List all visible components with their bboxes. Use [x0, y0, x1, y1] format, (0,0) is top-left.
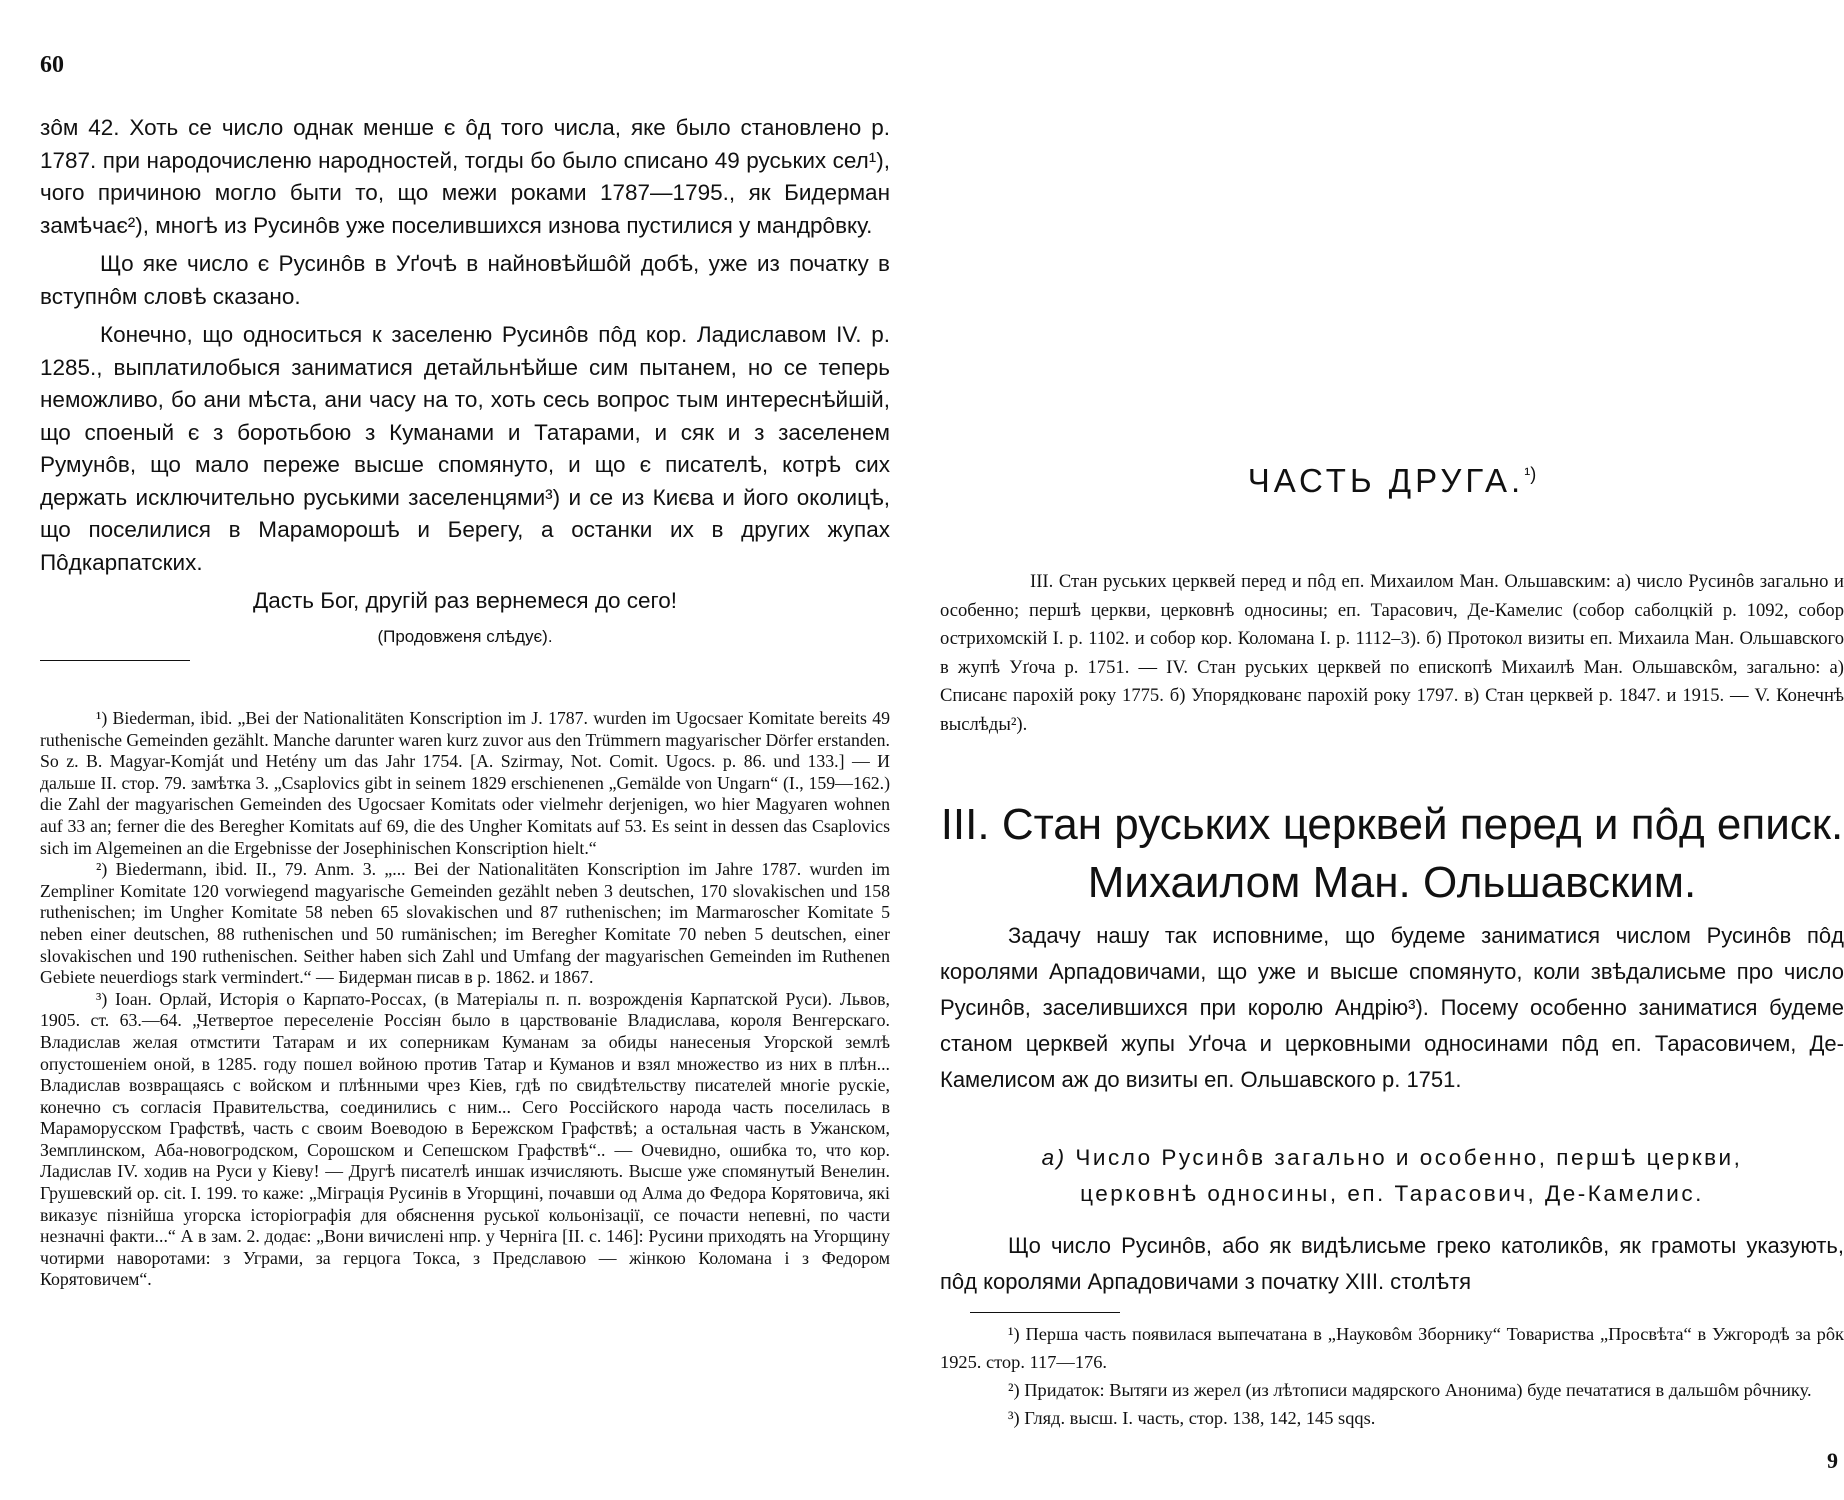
left-paragraph-3: Конечно, що односиться к заселеню Русинôв пôд кор. Ладиславом IV. р. 1285., выплатилобыся заниматися детайльнѣйше сим пытанем, но се теперь неможливо, бо ани мѣста, ани часу на то, хоть сесь вопрос тым интереснѣйшій, що споеный є з боротьбою з Куманами и Татарами, и сяк и з заселенем Румунôв, що мало переже высше спомянуто, и що є писателѣ, котрѣ сих держать исключительно руськими заселенцями³) и се из Києва и його околицѣ, що поселилися в Мараморошѣ и Берегу, а останки их в других жупах Пôдкарпатских. [40, 322, 890, 575]
left-body-text [40, 112, 890, 671]
intro-text [940, 918, 1844, 1098]
section-heading-line-1: III. Стан руських церквей перед и пôд еписк. [940, 800, 1844, 849]
right-page [940, 0, 1844, 1500]
sub-heading [940, 1140, 1844, 1212]
section-heading [940, 796, 1844, 912]
footnote-right-1: ¹) Перша часть появилася выпечатана в „Науковôм Зборнику“ Товариства „Просвѣта“ в Ужгородѣ за рôк 1925. стор. 117—176. [940, 1324, 1844, 1372]
footnote-right-3: ³) Гляд. высш. І. часть, стор. 138, 142, 145 sqqs. [1008, 1408, 1376, 1428]
sub-heading-line-1: Число Русинôв загально и особенно, першѣ церкви, [1075, 1145, 1743, 1170]
intro-paragraph: Задачу нашу так исповниме, що будеме заниматися числом Русинôв пôд королями Арпадовичами, що уже и высше спомянуто, коли звѣдалисьме про число Русинôв, заселившихся при королю Андрію³). Посему особенно заниматися будеме станом церквей жупы Уґоча и церковными односинами пôд еп. Тарасовичем, Де-Камелисом аж до визиты еп. Ольшавского р. 1751. [940, 923, 1844, 1092]
left-paragraph-1: зôм 42. Хоть се число однак менше є ôд того числа, яке было становлено р. 1787. при народочисленю народностей, тогды бо было списано 49 руських сел¹), чого причиною могло быти то, що межи роками 1787—1795., як Бидерман замѣчає²), многѣ из Русинôв уже поселившихся изнова пустилися у мандрôвку. [40, 115, 890, 238]
footnote-divider-left [40, 660, 190, 661]
part-title-text: ЧАСТЬ ДРУГА. [1247, 462, 1525, 499]
footnote-right-2: ²) Придаток: Вытяги из жерел (из лѣтописи мадярского Анонима) буде печататися в дальшôм рôчнику. [1008, 1380, 1812, 1400]
page-number-left: 60 [40, 52, 64, 78]
right-footnotes [940, 1320, 1844, 1432]
part-title [940, 462, 1844, 500]
contents-summary: III. Стан руських церквей перед и пôд еп. Михаилом Ман. Ольшавским: а) число Русинôв загально и особенно; першѣ церкви, церковнѣ односины; еп. Тарасович, Де-Камелис (собор саболцкій р. 1092, собор острихомскій І. р. 1102. и собор кор. Коломана І. р. 1112–3). б) Протокол визиты еп. Михаила Ман. Ольшавского в жупѣ Уґоча р. 1751. — IV. Стан руських церквей по епископѣ Михаилѣ Ман. Ольшавскôм, загально: а) Списанє парохій року 1775. б) Упорядкованє парохій року 1797. в) Стан церквей р. 1847. и 1915. — V. Конечнѣ выслѣды²). [940, 571, 1844, 735]
left-footnotes [40, 708, 890, 1291]
part-title-note: ¹) [1524, 464, 1537, 484]
footnote-left-2: ²) Biedermann, ibid. II., 79. Anm. 3. „... Bei der Nationalitäten Konscription im Jahre 1787. wurden im Zempliner Komitate 120 vorwiegend magyarische Gemeinden gezählt neben 3 deutschen, 170 slovakischen und 158 ruthenischen; im Ungher Komitate 58 neben 65 slovakischen und 87 ruthenischen; im Marmaroscher Komitate 5 neben einer deutschen, 88 ruthenischen und 50 rumänischen; im Beregher Komitate 70 neben 5 deutschen, einer slovakischen und 190 ruthenischen. Seither haben sich Zahl und Umfang der magyarischen Gemeinden im Ruthenen Gebiete neuerdiogs stark vermindert.“ — Бидерман писав в р. 1862. и 1867. [40, 859, 890, 988]
sub-heading-line-2: церковнѣ односины, еп. Тарасович, Де-Камелис. [1080, 1181, 1704, 1206]
continuation-note: (Продовженя слѣдує). [377, 626, 553, 646]
closing-line: Дасть Бог, другій раз вернемеся до сего! [253, 588, 677, 613]
left-paragraph-2: Що яке число є Русинôв в Уґочѣ в найновѣйшôй добѣ, уже из початку в вступнôм словѣ сказано. [40, 251, 890, 309]
body-text-right [940, 1228, 1844, 1300]
footnote-left-3: ³) Іоан. Орлай, Исторія о Карпато-Россах, (в Матеріалы п. п. возрожденія Карпатской Руси). Львов, 1905. ст. 63.—64. „Четвертое переселеніе Россіян было в царствованіе Владислава, короля Венгерскагo. Владислав желая отмстити Татарам и их соперникам Куманам за обиды нанесеныя Угорской землѣ опустошеніем оной, в 1285. году пошел войною против Татар и Куманов и взял множество из них в плѣн... Владислав возвращаясь с войском и плѣнными чрез Кіев, гдѣ по свидѣтельству писателей многіе рускіе, конечно съ согласія Правительства, соединились с ним... Сего Россійского народа часть поселилась в Мараморусском Графствѣ, часть с своим Воеводою в Бережском Графствѣ; а остальная часть в Ужанском, Земплинском, Аба-новогродском, Сорошском и Сепешском Графствѣ“.. — Очевидно, ошибка то, что кор. Ладислав IV. ходив на Руси у Кіеву! — Другѣ писателѣ иншак изчисляють. Высше уже спомянутый Венелин. Грушевский ор. cit. I. 199. то каже: „Міграція Русинів в Угорщині, почавши од Алма до Федора Корятовича, які виказує пізнійша угорска історіографія для обяснення руської кольонізації, се почасти непевні, по части незначні факти...“ А в зам. 2. додає: „Вони вичислені нпр. у Черніга [II. с. 146]: Русини приходять на Угорщину чотирми наворотами: з Уграми, за герцога Токса, з Предславою — жінкою Коломана і з Федором Корятовичем“. [40, 988, 890, 1290]
section-heading-line-2: Михаилом Ман. Ольшавским. [1087, 858, 1697, 907]
page-number-right: 9 [1827, 1448, 1838, 1473]
footnote-divider-right [970, 1312, 1120, 1313]
sub-heading-label: а) [1041, 1145, 1067, 1170]
section-contents [940, 568, 1844, 739]
footnote-left-1: ¹) Biederman, ibid. „Bei der Nationalitäten Konscription im J. 1787. wurden im Ugocsaer Komitate bereits 49 ruthenische Gemeinden gezählt. Manche darunter waren kurz zuvor aus den Trümmern magyarischer Dörfer erstanden. So z. B. Magyar-Komját und Hetény um das Jahr 1754. [A. Szirmay, Not. Comit. Ugocs. p. 86. und 133.] — И дальше II. стор. 79. замѣтка 3. „Csaplovics gibt in seinem 1829 erschienenen „Gemälde von Ungarn“ (I., 159—162.) die Zahl der magyarischen Gemeinden des Ugocsaer Komitats oder vielmehr derjenigen, wo hier Magyaren wohnen auf 33 an; ferner die des Beregher Komitats auf 69, die des Ungher Komitats auf 53. Es seint in dessen das Csaplovics sich im Algemeinen an die Ergebnisse der Josephinischen Konscription hielt.“ [40, 708, 890, 858]
body-paragraph-right: Що число Русинôв, або як видѣлисьме греко католикôв, як грамоты указують, пôд королями Арпадовичами з початку XIII. столѣтя [940, 1233, 1844, 1294]
